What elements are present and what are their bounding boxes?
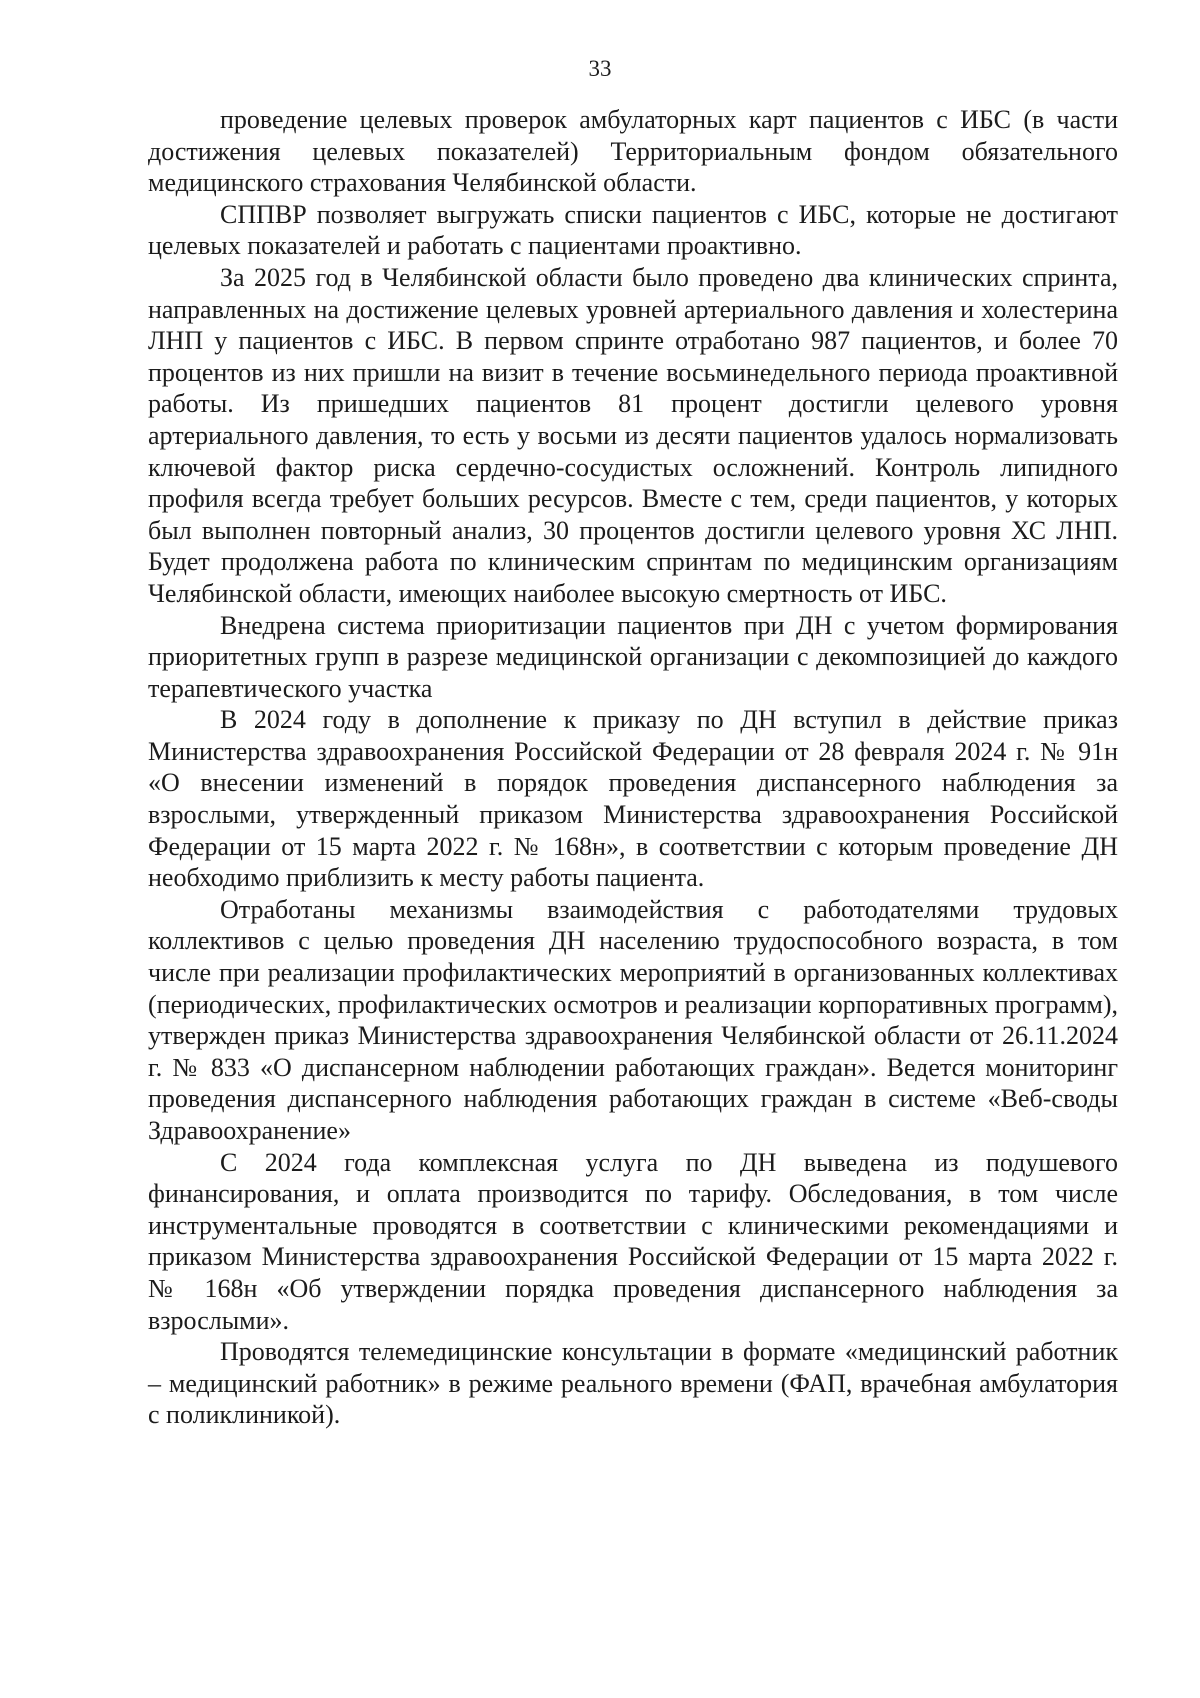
paragraph-clinical-sprints: За 2025 год в Челябинской области было проведено два клинических спринта, направленных на достижение целевых уровней артериального давления и холестерина ЛНП у пациентов с ИБС. В первом спринте отработано 987 пациентов, и более 70 процентов из них пришли на визит в течение восьминедельного периода проактивной работы. Из пришедших пациентов 81 процент достигли целевого уровня артериального давления, то есть у восьми из десяти пациентов удалось нормализовать ключевой фактор риска сердечно-сосудистых осложнений. Контроль липидного профиля всегда требует больших ресурсов. Вместе с тем, среди пациентов, у которых был выполнен повторный анализ, 30 процентов достигли целевого уровня ХС ЛНП. Будет продолжена работа по клиническим спринтам по медицинским организациям Челябинской области, имеющих наиболее высокую смертность от ИБС. (148, 262, 1118, 608)
paragraph-prioritization-system: Внедрена система приоритизации пациентов при ДН с учетом формирования приоритетных групп в разрезе медицинской организации с декомпозицией до каждого терапевтического участка (148, 610, 1118, 703)
paragraph-telemedicine: Проводятся телемедицинские консультации в формате «медицинский работник – медицинский работник» в режиме реального времени (ФАП, врачебная амбулатория с поликлиникой). (148, 1337, 1118, 1430)
page-number: 33 (588, 56, 612, 81)
paragraph-sppvr-export: СППВР позволяет выгружать списки пациентов с ИБС, которые не достигают целевых показателей и работать с пациентами проактивно. (148, 199, 1118, 261)
paragraph-ambulatory-card-checks: проведение целевых проверок амбулаторных карт пациентов с ИБС (в части достижения целевых показателей) Территориальным фондом обязательного медицинского страхования Челябинской области. (148, 105, 1118, 198)
paragraph-employer-interaction: Отработаны механизмы взаимодействия с работодателями трудовых коллективов с целью проведения ДН населению трудоспособного возраста, в том числе при реализации профилактических мероприятий в организованных коллективах (периодических, профилактических осмотров и реализации корпоративных программ), утвержден приказ Министерства здравоохранения Челябинской области от 26.11.2024 г. № 833 «О диспансерном наблюдении работающих граждан». Ведется мониторинг проведения диспансерного наблюдения работающих граждан в системе «Веб-своды Здравоохранение» (148, 894, 1118, 1145)
paragraph-order-91n: В 2024 году в дополнение к приказу по ДН вступил в действие приказ Министерства здравоохранения Российской Федерации от 28 февраля 2024 г. № 91н «О внесении изменений в порядок проведения диспансерного наблюдения за взрослыми, утвержденный приказом Министерства здравоохранения Российской Федерации от 15 марта 2022 г. № 168н», в соответствии с которым проведение ДН необходимо приблизить к месту работы пациента. (148, 705, 1118, 893)
document-body (148, 104, 1118, 1431)
paragraph-tariff-payment: С 2024 года комплексная услуга по ДН выведена из подушевого финансирования, и оплата производится по тарифу. Обследования, в том числе инструментальные проводятся в соответствии с клиническими рекомендациями и приказом Министерства здравоохранения Российской Федерации от 15 марта 2022 г. № 168н «Об утверждении порядка проведения диспансерного наблюдения за взрослыми». (148, 1147, 1118, 1335)
